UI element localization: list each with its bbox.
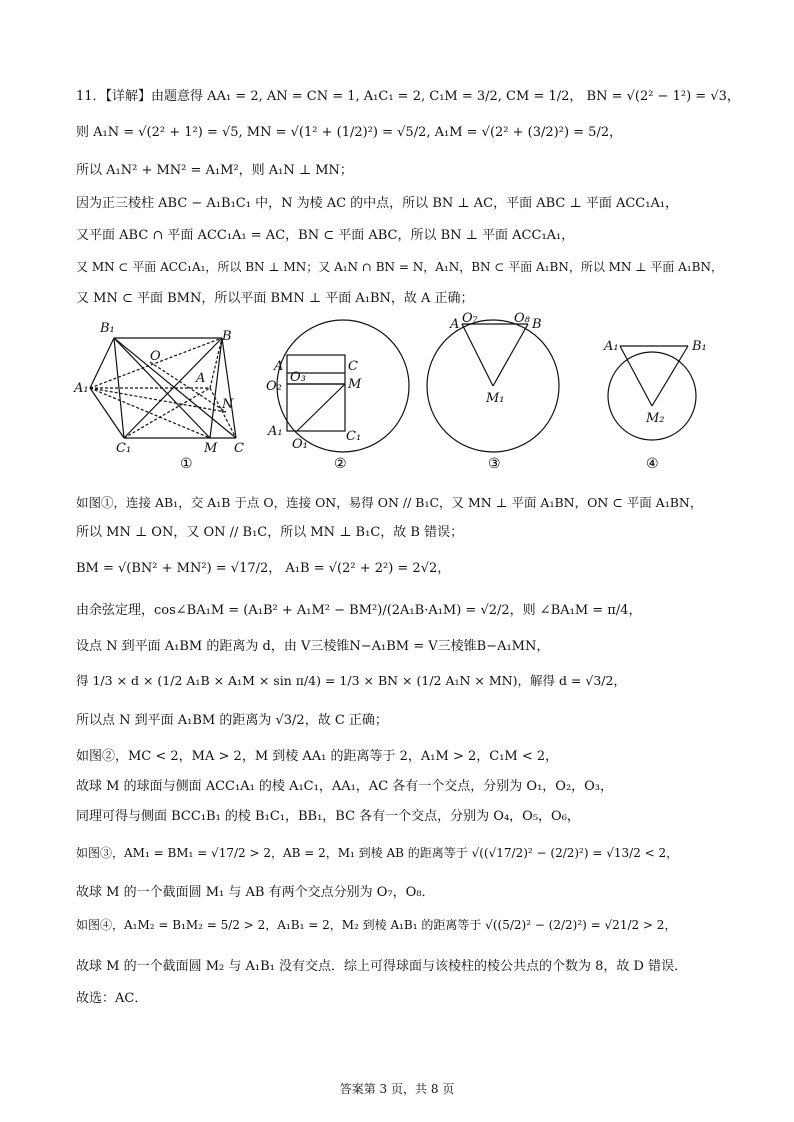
- fig1-label-C: C: [234, 441, 244, 456]
- solution-line-19-text: 故球 M 的一个截面圆 M₁ 与 AB 有两个交点分别为 O₇，O₈．: [76, 885, 435, 900]
- figure-3-caption: ③: [488, 456, 501, 472]
- solution-line-22-text: 故选：AC．: [76, 991, 148, 1006]
- page-footer: 答案第 3 页，共 8 页: [339, 1082, 455, 1096]
- fig2-label-A: A: [274, 359, 284, 374]
- solution-line-16: [76, 778, 613, 796]
- fig3-label-A: A: [450, 317, 460, 332]
- solution-line-1-text: 11．【详解】由题意得 AA₁ = 2, AN = CN = 1, A₁C₁ = 2, C₁M = 3/2, CM = 1/2， BN = √(2² − 1²) = √3，: [76, 89, 740, 104]
- fig3-label-B: B: [532, 317, 542, 332]
- solution-line-10-text: BM = √(BN² + MN²) = √17/2， A₁B = √(2² + 2²) = 2√2，: [76, 561, 451, 576]
- solution-line-12: [76, 638, 549, 656]
- solution-line-4: [76, 195, 678, 213]
- solution-line-3: [76, 162, 353, 180]
- fig2-label-A1: A₁: [268, 424, 283, 439]
- solution-line-20: [76, 916, 676, 935]
- fig1-label-N: N: [222, 397, 234, 412]
- solution-line-8-text: 如图①，连接 AB₁，交 A₁B 于点 O，连接 ON，易得 ON // B₁C，又 MN ⊥ 平面 A₁BN，ON ⊂ 平面 A₁BN，: [76, 495, 703, 510]
- solution-line-7-text: 又 MN ⊂ 平面 BMN，所以平面 BMN ⊥ 平面 A₁BN，故 A 正确；: [76, 291, 474, 306]
- solution-line-2-text: 则 A₁N = √(2² + 1²) = √5, MN = √(1² + (1/2)²) = √5/2, A₁M = √(2² + (3/2)²) = 5/2，: [76, 125, 623, 140]
- figure-1-prism: [90, 338, 236, 438]
- fig3-label-M1: M₁: [486, 391, 505, 406]
- fig1-label-C1: C₁: [116, 441, 132, 456]
- solution-line-21-text: 故球 M 的一个截面圆 M₂ 与 A₁B₁ 没有交点．综上可得球面与该棱柱的棱公共点的个数为 8，故 D 错误．: [76, 959, 688, 974]
- fig1-label-A: A: [196, 371, 206, 386]
- solution-line-2: [76, 124, 622, 142]
- fig2-label-C1: C₁: [346, 429, 362, 444]
- solution-line-1: [76, 88, 740, 106]
- fig2-label-O2: O₂: [266, 379, 282, 394]
- solution-line-5-text: 又平面 ABC ∩ 平面 ACC₁A₁ = AC，BN ⊂ 平面 ABC，所以 BN ⊥ 平面 ACC₁A₁，: [76, 228, 575, 243]
- fig2-label-M: M: [348, 377, 362, 392]
- solution-line-9-text: 所以 MN ⊥ ON，又 ON // B₁C，所以 MN ⊥ B₁C，故 B 错误；: [76, 525, 464, 540]
- solution-line-17-text: 同理可得与侧面 BCC₁B₁ 的棱 B₁C₁，BB₁，BC 各有一个交点，分别为 O₄，O₅，O₆，: [76, 809, 580, 824]
- solution-line-10: [76, 560, 450, 578]
- solution-line-22: [76, 990, 147, 1008]
- solution-line-14: [76, 712, 388, 730]
- figure-3-section-circle: [427, 320, 559, 452]
- solution-line-19: [76, 884, 434, 902]
- solution-line-11: [76, 602, 642, 620]
- figure-4-caption: ④: [646, 456, 659, 472]
- fig1-label-B1: B₁: [100, 321, 115, 336]
- fig1-label-B: B: [222, 329, 232, 344]
- solution-line-7: [76, 290, 474, 308]
- fig3-label-O7: O₇: [462, 311, 478, 326]
- fig2-label-C: C: [348, 359, 358, 374]
- solution-line-18-text: 如图③，AM₁ = BM₁ = √17/2 > 2，AB = 2，M₁ 到棱 AB 的距离等于 √((√17/2)² − (2/2)²) = √13/2 < 2，: [76, 846, 679, 860]
- fig1-label-A1: A₁: [74, 381, 89, 396]
- fig4-label-M2: M₂: [646, 411, 665, 426]
- figure-2-caption: ②: [334, 456, 347, 472]
- solution-line-6-text: 又 MN ⊂ 平面 ACC₁A₁，所以 BN ⊥ MN；又 A₁N ∩ BN = N，A₁N，BN ⊂ 平面 A₁BN，所以 MN ⊥ 平面 A₁BN，: [76, 260, 723, 274]
- solution-line-16-text: 故球 M 的球面与侧面 ACC₁A₁ 的棱 A₁C₁，AA₁，AC 各有一个交点，分别为 O₁，O₂，O₃，: [76, 779, 614, 794]
- fig4-label-B1: B₁: [692, 339, 707, 354]
- fig1-label-M: M: [204, 441, 218, 456]
- fig1-label-O: O: [150, 349, 161, 364]
- solution-line-8: [76, 494, 702, 513]
- solution-line-5: [76, 227, 574, 245]
- solution-line-15: [76, 748, 558, 766]
- solution-line-13-text: 得 1/3 × d × (1/2 A₁B × A₁M × sin π/4) = 1/3 × BN × (1/2 A₁N × MN)，解得 d = √3/2，: [76, 673, 626, 688]
- fig3-label-O8: O₈: [514, 311, 530, 326]
- fig2-label-O3: O₃: [290, 370, 306, 385]
- geometry-figures: [0, 310, 794, 480]
- solution-line-17: [76, 808, 580, 826]
- solution-line-18: [76, 844, 678, 863]
- figure-1-caption: ①: [180, 456, 193, 472]
- solution-line-6: [76, 258, 723, 277]
- solution-line-13: [76, 672, 626, 691]
- solution-line-21: [76, 958, 687, 976]
- solution-line-15-text: 如图②，MC < 2，MA > 2，M 到棱 AA₁ 的距离等于 2，A₁M > 2，C₁M < 2，: [76, 749, 559, 764]
- solution-line-9: [76, 524, 463, 542]
- fig4-label-A1: A₁: [604, 339, 619, 354]
- solution-line-12-text: 设点 N 到平面 A₁BM 的距离为 d，由 V三棱锥N−A₁BM = V三棱锥B−A₁MN，: [76, 639, 550, 654]
- figure-2-side-face: [277, 320, 409, 452]
- solution-line-4-text: 因为正三棱柱 ABC − A₁B₁C₁ 中，N 为棱 AC 的中点，所以 BN ⊥ AC，平面 ABC ⊥ 平面 ACC₁A₁，: [76, 196, 679, 211]
- fig2-label-O1: O₁: [292, 437, 308, 452]
- solution-line-3-text: 所以 A₁N² + MN² = A₁M²，则 A₁N ⊥ MN；: [76, 163, 353, 178]
- solution-line-14-text: 所以点 N 到平面 A₁BM 的距离为 √3/2，故 C 正确；: [76, 713, 388, 728]
- solution-line-11-text: 由余弦定理，cos∠BA₁M = (A₁B² + A₁M² − BM²)/(2A₁B·A₁M) = √2/2，则 ∠BA₁M = π/4，: [76, 603, 642, 618]
- solution-line-20-text: 如图④，A₁M₂ = B₁M₂ = 5/2 > 2，A₁B₁ = 2，M₂ 到棱 A₁B₁ 的距离等于 √((5/2)² − (2/2)²) = √21/2 > 2，: [76, 918, 677, 932]
